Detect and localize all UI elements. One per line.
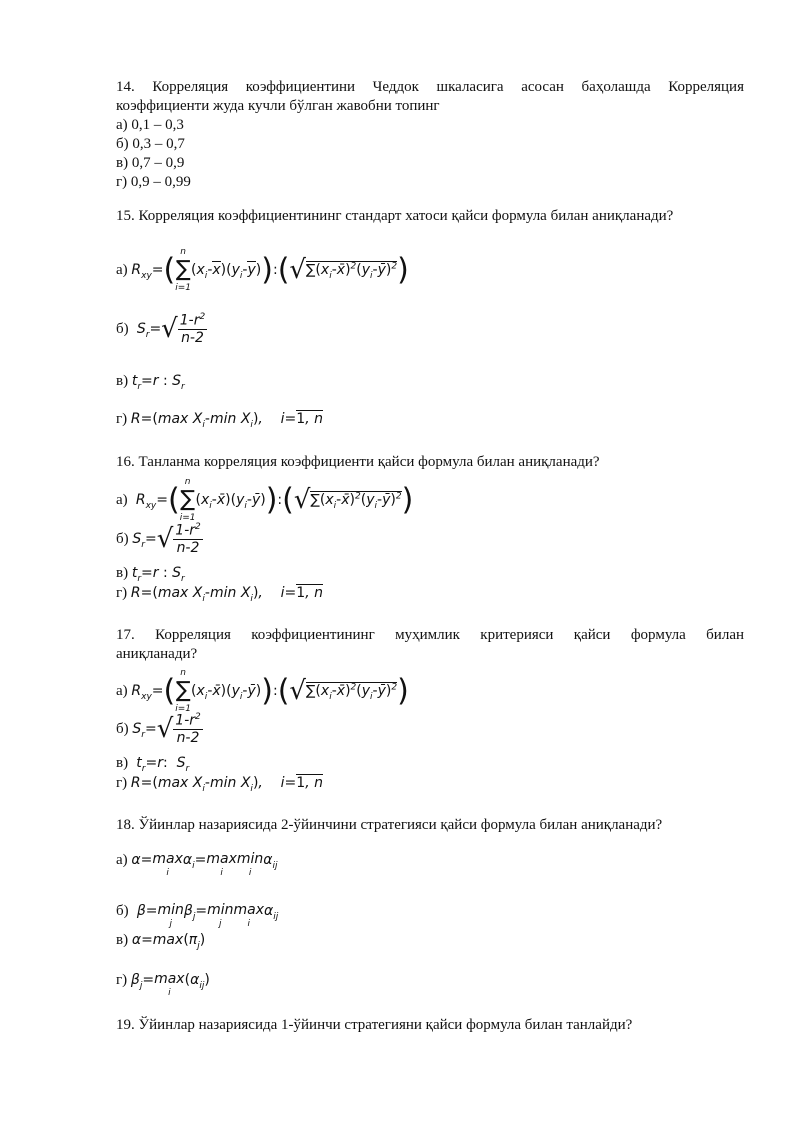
q16-label-a: а): [116, 492, 128, 508]
q18-formula-b: б) β=min j $\beta_j=\min$ j max i $\alpha_{ij}$: [116, 902, 279, 929]
question-14-text-cont: коэффициенти жуда кучли бўлган жавобни топинг: [116, 98, 440, 114]
q18-formula-d: г) $\beta_j=\max$ i $(\alpha_{ij})$: [116, 971, 210, 998]
question-19-text: 19. Ўйинлар назариясида 1-ўйинчи стратегияни қайси формула билан танлайди?: [116, 1017, 633, 1033]
q16-label-c: в): [116, 565, 129, 581]
q16-formula-a: а) $R_{xy}=$( n ∑ i=1 $(x_i-x̄)(y_i-ȳ)):(√\sum(x_i-x̄)^2(y_i-ȳ)^2)$: [116, 477, 414, 523]
q16-formula-d: г) R=(max $X_i-\min$ $X_i$), i=1, n: [116, 585, 323, 604]
q15-formula-c: в) $t_r=r$ : $S_r$: [116, 373, 185, 392]
q15-label-d: г): [116, 411, 128, 427]
q15-formula-b: б) $S_r=√$ $\frac{1-r^2}{n-2}$: [116, 312, 206, 346]
q16-label-d: г): [116, 585, 128, 601]
q14-option-b: б) 0,3 – 0,7: [116, 136, 185, 152]
q17-label-c: в): [116, 755, 129, 771]
q15-label-a: а): [116, 262, 128, 278]
q18-label-c: в): [116, 932, 129, 948]
q17-formula-c: в) $t_r=r$: $S_r$: [116, 755, 190, 774]
q15-label-b: б): [116, 320, 129, 337]
q18-formula-a: а) α=max i $\alpha_i=\max$ i min i $\alpha_{ij}$: [116, 851, 278, 878]
q16-formula-c: в) $t_r=r$ : $S_r$: [116, 565, 185, 584]
q17-label-b: б): [116, 720, 129, 737]
q18-formula-c: в) $\alpha=\max(\pi_j)$: [116, 932, 206, 951]
question-17-text-cont: аниқланади?: [116, 646, 198, 662]
question-15-text: 15. Корреляция коэффициентининг стандарт хатоси қайси формула билан аниқланади?: [116, 208, 674, 224]
q14-option-c: в) 0,7 – 0,9: [116, 155, 185, 171]
q15-formula-a: а) $R_{xy}=$( n ∑ i=1 $(x_i-x)(y_i-y)):(√\sum(x_i-x̄)^2(y_i-ȳ)^2)$: [116, 247, 409, 293]
question-18-text: 18. Ўйинлар назариясида 2-ўйинчини стратегияси қайси формула билан аниқланади?: [116, 817, 663, 833]
q15-formula-d: г) R=(max $X_i-\min$ $X_i$), i=1, n: [116, 411, 323, 430]
q17-label-d: г): [116, 775, 128, 791]
q14-option-a: а) 0,1 – 0,3: [116, 117, 184, 133]
q17-formula-a: а) $R_{xy}=$( n ∑ i=1 $(x_i-x̄)(y_i-ȳ)):(√\sum(x_i-x̄)^2(y_i-ȳ)^2)$: [116, 668, 409, 714]
q16-label-b: б): [116, 530, 129, 547]
q17-label-a: а): [116, 683, 128, 699]
question-17-text: 17. Корреляция коэффициентининг муҳимлик критерияси қайси формула билан: [116, 627, 744, 643]
q17-formula-b: б) $S_r=√$ $\frac{1-r^2}{n-2}$: [116, 712, 201, 746]
q16-formula-b: б) $S_r=√$ $\frac{1-r^2}{n-2}$: [116, 522, 201, 556]
q18-label-b: б): [116, 903, 129, 919]
question-14-text: 14. Корреляция коэффициентини Чеддок шкаласига асосан баҳолашда Корреляция: [116, 79, 744, 95]
q18-label-a: а): [116, 852, 128, 868]
question-16-text: 16. Танланма корреляция коэффициенти қайси формула билан аниқланади?: [116, 454, 600, 470]
q18-label-d: г): [116, 972, 128, 988]
q14-option-d: г) 0,9 – 0,99: [116, 174, 191, 190]
q17-formula-d: г) R=(max $X_i-\min$ $X_i$), i=1, n: [116, 775, 323, 794]
q15-label-c: в): [116, 373, 129, 389]
